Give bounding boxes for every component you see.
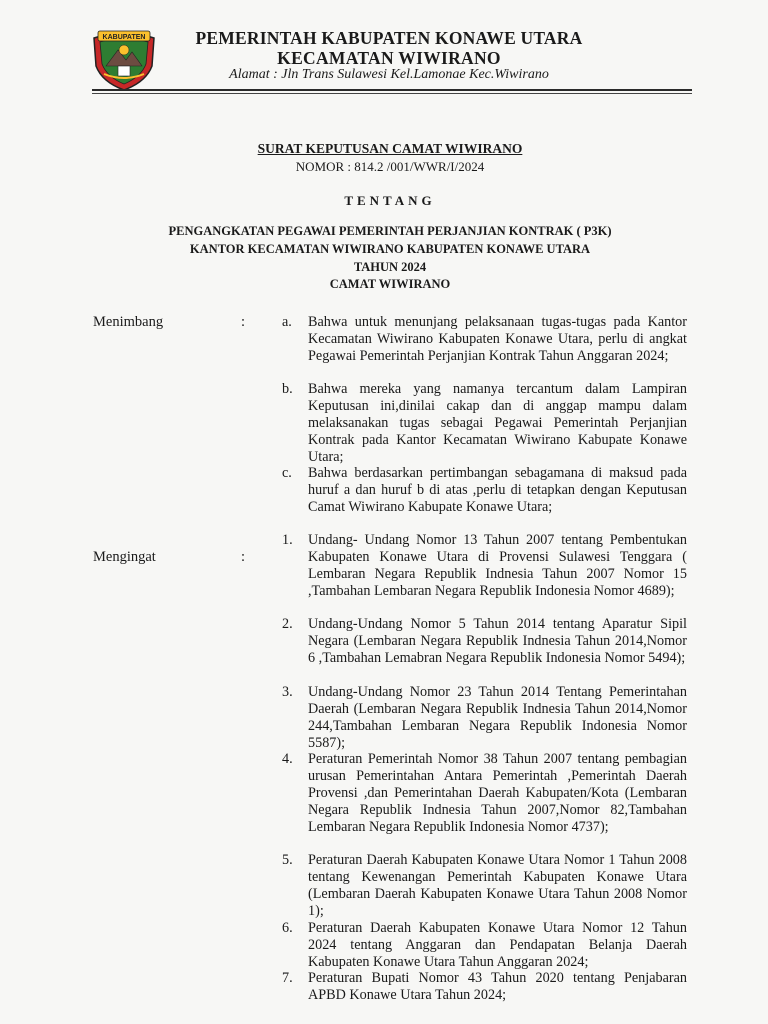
letterhead-rule-thin — [92, 93, 692, 94]
item-marker: 3. — [282, 684, 293, 700]
item-text: Undang-Undang Nomor 23 Tahun 2014 Tentang Pemerintahan Daerah (Lembaran Negara Republik Indnesia Tahun 2014,Nomor 244,Tambahan Lembaran Negara Republik Indonesia Nomor 5587); — [308, 684, 687, 751]
letterhead-government: PEMERINTAH KABUPATEN KONAWE UTARA — [195, 28, 583, 48]
decree-subject-line: PENGANGKATAN PEGAWAI PEMERINTAH PERJANJIAN KONTRAK ( P3K) — [168, 224, 612, 238]
decree-subject-line: TAHUN 2024 — [353, 260, 427, 274]
mengingat-label: Mengingat — [93, 549, 156, 565]
item-marker: 5. — [282, 852, 293, 868]
menimbang-item — [282, 465, 687, 516]
decree-title — [100, 141, 680, 157]
item-text: Peraturan Pemerintah Nomor 38 Tahun 2007 tentang pembagian urusan Pemerintahan Antara Pemerintah ,Pemerintah Daerah Provensi ,dan Pemerintahan Daerah Kabupaten/Kota (Lembaran Negara Republik Indnesia Tahun 2007,Nomor 82,Tambahan Lembaran Negara Republik Indonesia Nomor 4737); — [308, 751, 687, 835]
item-marker: 7. — [282, 970, 293, 986]
item-text: Peraturan Bupati Nomor 43 Tahun 2020 tentang Penjabaran APBD Konawe Utara Tahun 2024; — [308, 970, 687, 1003]
decree-title-text: SURAT KEPUTUSAN CAMAT WIWIRANO — [257, 141, 523, 156]
letterhead-rule-thick — [92, 89, 692, 91]
item-text: Bahwa mereka yang namanya tercantum dalam Lampiran Keputusan ini,dinilai cakap dan di anggap mampu dalam melaksanakan tugas sebagai Pegawai Pemerintah Perjanjian Kontrak pada Kantor Kecamatan Wiwirano Kabupate Konawe Utara; — [308, 381, 687, 465]
menimbang-item — [282, 314, 687, 365]
mengingat-item — [282, 852, 687, 920]
emblem-banner-text: KABUPATEN — [102, 34, 146, 41]
item-text: Bahwa berdasarkan pertimbangan sebagamana di maksud pada huruf a dan huruf b di atas ,perlu di tetapkan dengan Keputusan Camat Wiwirano Kabupate Konawe Utara; — [308, 465, 687, 515]
menimbang-label: Menimbang — [93, 314, 164, 330]
item-text: Undang-Undang Nomor 5 Tahun 2014 tentang Aparatur Sipil Negara (Lembaran Negara Republik Indnesia Tahun 2014,Nomor 6 ,Tambahan Lemabran Negara Republik Indonesia Nomor 5494); — [308, 616, 687, 666]
item-marker: 1. — [282, 532, 293, 548]
mengingat-item — [282, 920, 687, 971]
item-text: Bahwa untuk menunjang pelaksanaan tugas-tugas pada Kantor Kecamatan Wiwirano Kabupaten Konawe Utara, perlu di angkat Pegawai Pemerintah Perjanjian Kontrak Tahun Anggaran 2024; — [308, 314, 687, 364]
regency-emblem-icon — [88, 26, 160, 92]
decree-tentang: TENTANG — [344, 193, 436, 208]
item-marker: 2. — [282, 616, 293, 632]
mengingat-item — [282, 532, 687, 600]
item-marker: 6. — [282, 920, 293, 936]
item-text: Undang- Undang Nomor 13 Tahun 2007 tentang Pembentukan Kabupaten Konawe Utara di Provensi Sulawesi Tenggara ( Lembaran Negara Republik Indnesia Tahun 2007 Nomor 15 ,Tambahan Lembaran Negara Republik Indonesia Nomor 4689); — [308, 532, 687, 599]
item-marker: 4. — [282, 751, 293, 767]
letterhead-address: Alamat : Jln Trans Sulawesi Kel.Lamonae Kec.Wiwirano — [229, 67, 549, 82]
mengingat-item — [282, 970, 687, 1004]
letterhead-district: KECAMATAN WIWIRANO — [277, 48, 501, 68]
item-marker: b. — [282, 381, 293, 397]
menimbang-colon: : — [241, 314, 246, 330]
decree-subject-line: CAMAT WIWIRANO — [329, 277, 451, 291]
item-marker: a. — [282, 314, 292, 330]
mengingat-item — [282, 616, 687, 667]
mengingat-item — [282, 684, 687, 752]
item-marker: c. — [282, 465, 292, 481]
item-text: Peraturan Daerah Kabupaten Konawe Utara Nomor 12 Tahun 2024 tentang Anggaran dan Pendapatan Belanja Daerah Kabupaten Konawe Utara Tahun Anggaran 2024; — [308, 920, 687, 970]
mengingat-item — [282, 751, 687, 836]
decree-number: NOMOR : 814.2 /001/WWR/I/2024 — [295, 159, 485, 174]
mengingat-colon: : — [241, 549, 246, 565]
decree-subject-line: KANTOR KECAMATAN WIWIRANO KABUPATEN KONAWE UTARA — [189, 242, 591, 256]
menimbang-item — [282, 381, 687, 466]
item-text: Peraturan Daerah Kabupaten Konawe Utara Nomor 1 Tahun 2008 tentang Kewenangan Pemerintah Kabupaten Konawe Utara (Lembaran Daerah Kabupaten Konawe Utara Tahun 2008 Nomor 1); — [308, 852, 687, 919]
